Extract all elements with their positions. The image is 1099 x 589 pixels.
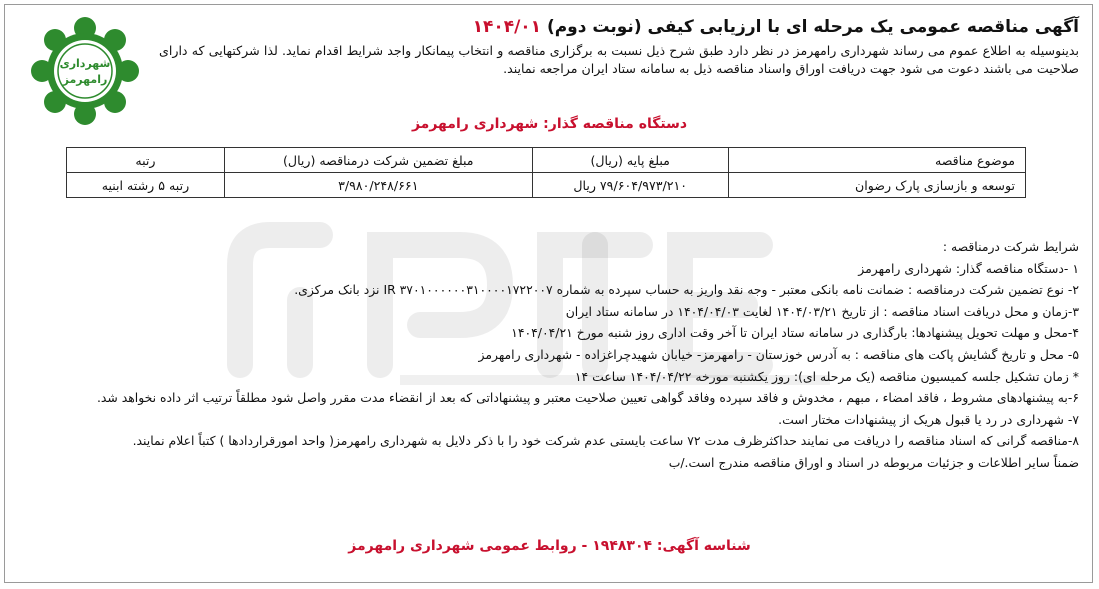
header-block xyxy=(159,14,1079,78)
conditions-section xyxy=(19,236,1079,474)
title-text: آگهی مناقصه عمومی یک مرحله ای با ارزیابی کیفی (نوبت دوم) xyxy=(546,17,1079,37)
cell-grade: رتبه ۵ رشته ابنیه xyxy=(67,173,225,198)
header-base-amount: مبلغ پایه (ریال) xyxy=(532,148,728,173)
condition-item: ضمناً سایر اطلاعات و جزئیات مربوطه در اسناد و اوراق مناقصه مندرج است./ب xyxy=(668,454,1079,470)
table-row xyxy=(67,173,1026,198)
condition-item: ۴-محل و مهلت تحویل پیشنهادها: بارگذاری در سامانه ستاد ایران تا آخر وقت اداری روز شنبه مورخ ۱۴۰۴/۰۴/۲۱ xyxy=(511,325,1079,341)
tender-organizer: دستگاه مناقصه گذار: شهرداری رامهرمز xyxy=(411,116,688,132)
page-title xyxy=(159,14,1079,40)
condition-item: ۳-زمان و محل دریافت اسناد مناقصه : از تاریخ ۱۴۰۴/۰۳/۲۱ لغایت ۱۴۰۴/۰۴/۰۳ در سامانه ستاد ایران xyxy=(565,303,1079,319)
ad-id-footer: شناسه آگهی: ۱۹۴۸۳۰۴ - روابط عمومی شهرداری رامهرمز xyxy=(348,538,751,554)
header-subject: موضوع مناقصه xyxy=(728,148,1025,173)
header-grade: رتبه xyxy=(67,148,225,173)
condition-item: ۵- محل و تاریخ گشایش پاکت های مناقصه : به آدرس خوزستان - رامهرمز- خیابان شهیدچراغزاده - شهرداری رامهرمز xyxy=(478,346,1079,362)
condition-item: ۲- نوع تضمین شرکت درمناقصه : ضمانت نامه بانکی معتبر - وجه نقد واریز به حساب سپرده به شماره IR ۳۷۰۱۰۰۰۰۰۰۳۱۰۰۰۰۱۷۲۲۰۰۷ نزد بانک مرکزی. xyxy=(294,282,1079,298)
table-header-row xyxy=(67,148,1026,173)
cell-subject: توسعه و بازسازی پارک رضوان xyxy=(728,173,1025,198)
conditions-heading: شرایط شرکت درمناقصه : xyxy=(942,239,1079,254)
cell-guarantee: ۳/۹۸۰/۲۴۸/۶۶۱ xyxy=(224,173,532,198)
condition-item: ۷- شهرداری در رد یا قبول هریک از پیشنهادات مختار است. xyxy=(778,411,1079,427)
condition-item: ۸-مناقصه گرانی که اسناد مناقصه را دریافت می نمایند حداکثرظرف مدت ۷۲ ساعت بایستی عدم شرکت خود را با ذکر دلایل به شهرداری رامهرمز( واحد امورقراردادها ) کتباً اعلام نمایند. xyxy=(132,433,1079,449)
intro-paragraph: بدینوسیله به اطلاع عموم می رساند شهرداری رامهرمز در نظر دارد طبق شرح ذیل نسبت به برگزاری مناقصه و انتخاب پیمانکار واجد شرایط اقدام نماید. لذا شرکتهایی که دارای صلاحیت می باشند دعوت می شود جهت دریافت اوراق واسناد مناقصه ذیل به سامانه ستاد ایران مراجعه نمایند. xyxy=(159,43,1079,76)
svg-text:رامهرمز: رامهرمز xyxy=(62,73,108,86)
condition-item: ۱ -دستگاه مناقصه گذار: شهرداری رامهرمز xyxy=(858,260,1079,276)
condition-item: ۶-به پیشنهادهای مشروط ، فاقد امضاء ، مبهم ، مخدوش و فاقد سپرده وفاقد گواهی تعیین صلاحیت معتبر و پیشنهاداتی که بعد از انقضاء مدت مقرر واصل شود مطلقاً ترتیب اثر داده نخواهد شد. xyxy=(96,390,1079,406)
condition-item: * زمان تشکیل جلسه کمیسیون مناقصه (یک مرحله ای): روز یکشنبه مورخه ۱۴۰۴/۰۴/۲۲ ساعت ۱۴ xyxy=(574,368,1079,384)
svg-text:شهرداری: شهرداری xyxy=(59,57,111,70)
tender-number: ۱۴۰۴/۰۱ xyxy=(472,17,542,37)
municipality-logo xyxy=(30,16,140,126)
header-guarantee: مبلغ تضمین شرکت درمناقصه (ریال) xyxy=(224,148,532,173)
tender-table xyxy=(66,147,1026,198)
cell-base-amount: ۷۹/۶۰۴/۹۷۳/۲۱۰ ریال xyxy=(532,173,728,198)
